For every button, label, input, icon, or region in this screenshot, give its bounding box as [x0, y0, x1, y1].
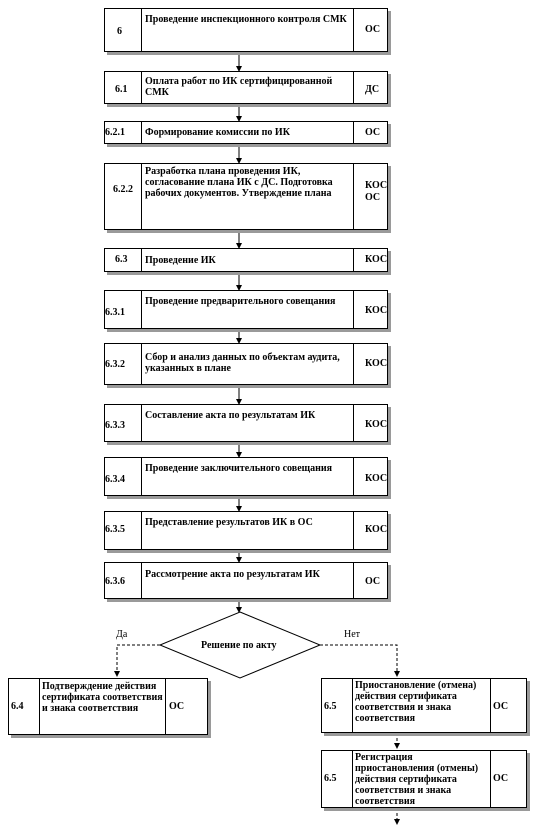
step-text: Формирование комиссии по ИК	[145, 127, 290, 138]
step-6	[104, 8, 388, 52]
step-text: Проведение ИК	[145, 255, 216, 266]
step-text: Составление акта по результатам ИК	[145, 410, 316, 421]
step-responsible: ДС	[365, 84, 380, 95]
step-number: 6.5	[324, 773, 337, 784]
step-6-3-2	[104, 343, 388, 385]
step-text: Проведение предварительного совещания	[145, 296, 336, 307]
step-responsible: ОС	[169, 701, 185, 712]
step-text: Рассмотрение акта по результатам ИК	[145, 569, 320, 580]
step-text: Приостановление (отмена) действия сертификата соответствия и знака соответствия	[355, 680, 477, 724]
no-label: Нет	[344, 629, 361, 640]
yes-branch	[117, 645, 160, 676]
step-responsible: ОС	[365, 24, 381, 35]
step-text: Регистрация приостановления (отмены) действия сертификата соответствия и знака соответствия	[355, 752, 479, 807]
step-text: Проведение инспекционного контроля СМК	[145, 14, 347, 25]
step-number: 6.3.4	[105, 474, 125, 485]
step-text: Представление результатов ИК в ОС	[145, 517, 313, 528]
step-number: 6.3.2	[105, 359, 125, 370]
step-responsible: КОС	[365, 524, 388, 535]
step-responsible: КОС	[365, 473, 388, 484]
outcome-confirm	[8, 678, 208, 735]
step-number: 6.4	[11, 701, 24, 712]
step-6-3-4	[104, 457, 388, 496]
step-responsible: КОС	[365, 358, 388, 369]
step-text: Подтверждение действия сертификата соответствия и знака соответствия	[42, 681, 163, 714]
step-responsible: ОС	[493, 701, 509, 712]
decision-text: Решение по акту	[201, 640, 277, 651]
step-6-3-6	[104, 562, 388, 599]
step-number: 6.3.1	[105, 307, 125, 318]
step-6-2-2	[104, 163, 388, 230]
step-6-3-5	[104, 511, 388, 550]
step-number: 6.1	[115, 84, 128, 95]
step-responsible: ОС	[365, 576, 381, 587]
step-6-2-1	[104, 121, 388, 144]
step-number: 6.2.2	[113, 184, 133, 195]
step-number: 6	[117, 26, 122, 37]
step-responsible: КОС ОС	[365, 180, 388, 203]
step-number: 6.3.6	[105, 576, 125, 587]
step-number: 6.3	[115, 254, 128, 265]
step-responsible: ОС	[493, 773, 509, 784]
yes-label: Да	[116, 629, 128, 640]
outcome-suspend	[321, 678, 527, 733]
step-text: Проведение заключительного совещания	[145, 463, 333, 474]
step-responsible: КОС	[365, 254, 388, 265]
step-6-3-1	[104, 290, 388, 329]
step-responsible: КОС	[365, 305, 388, 316]
no-branch	[320, 645, 397, 676]
step-6-3-3	[104, 404, 388, 442]
step-number: 6.2.1	[105, 127, 125, 138]
step-text: Оплата работ по ИК сертифицированной СМК	[145, 76, 333, 98]
step-number: 6.3.3	[105, 420, 125, 431]
step-responsible: ОС	[365, 127, 381, 138]
step-number: 6.3.5	[105, 524, 125, 535]
step-6-1	[104, 71, 388, 104]
step-text: Сбор и анализ данных по объектам аудита, указанных в плане	[145, 352, 340, 374]
step-6-3	[104, 248, 388, 272]
step-text: Разработка плана проведения ИК, согласование плана ИК с ДС. Подготовка рабочих документов. Утверждение плана	[145, 166, 333, 199]
step-responsible: КОС	[365, 419, 388, 430]
step-number: 6.5	[324, 701, 337, 712]
outcome-register	[321, 750, 527, 808]
